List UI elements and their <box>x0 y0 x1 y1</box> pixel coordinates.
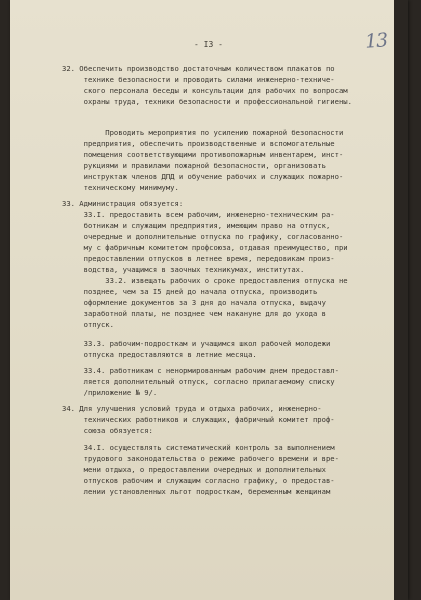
text-line: му с фабричным комитетом профсоюза, отдавая преимущество, при <box>62 243 348 252</box>
text-line: помещения соответствующими противопожарным инвентарем, инст- <box>62 150 344 159</box>
text-line: предоставлении отпусков в летнее время, передовикам произ- <box>62 254 335 263</box>
document-page <box>10 0 408 600</box>
text-line: оформление документов за 3 дня до начала отпуска, выдачу <box>62 298 326 307</box>
text-line: предприятия, обеспечить производственные и вспомогательные <box>62 139 335 148</box>
text-line: 33.I. предоставить всем рабочим, инженерно-техническим ра- <box>62 210 335 219</box>
text-line: лении установленных льгот подросткам, беременным женщинам <box>62 487 331 496</box>
text-line: заработной платы, не позднее чем накануне для до ухода в <box>62 309 326 318</box>
text-line: охраны труда, техники безопасности и профессиональной гигиены. <box>62 97 352 106</box>
text-line: мени отдыха, о предоставлении очередных и дополнительных <box>62 465 326 474</box>
text-line: ского персонала беседы и консультации для рабочих по вопросам <box>62 86 348 95</box>
page-edge <box>394 0 408 600</box>
text-line: технических работников и служащих, фабричный комитет проф- <box>62 415 335 424</box>
text-line: 33.3. рабочим-подросткам и учащимся школ рабочей молодежи <box>62 339 331 348</box>
text-line: 32. Обеспечить производство достаточным количеством плакатов по <box>62 64 335 73</box>
text-line: ботникам и служащим предприятия, имеющим право на отпуск, <box>62 221 331 230</box>
text-line: 33. Администрация обязуется: <box>62 199 184 208</box>
text-line: технике безопасности и проводить силами инженерно-техниче- <box>62 75 335 84</box>
text-line: отпусков рабочим и служащим согласно графику, о предостав- <box>62 476 335 485</box>
text-line: водства, учащимся в заочных техникумах, институтах. <box>62 265 305 274</box>
text-line: рукциями и правилами пожарной безопасности, организовать <box>62 161 326 170</box>
text-line: очередные и дополнительные отпуска по графику, согласованно- <box>62 232 344 241</box>
text-line: 34.I. осуществлять систематический контроль за выполнением <box>62 443 335 452</box>
text-line: трудового законодательства о режиме рабочего времени и вре- <box>62 454 339 463</box>
text-line: 33.4. работникам с ненормированным рабочим днем предоставл- <box>62 366 339 375</box>
text-line: союза обязуется: <box>62 426 153 435</box>
handwritten-page-number: 13 <box>364 29 388 53</box>
text-line: 33.2. извещать рабочих о сроке предоставления отпуска не <box>62 276 348 285</box>
text-line: /приложение № 9/. <box>62 388 158 397</box>
text-line: инструктаж членов ДПД и обучение рабочих и служащих пожарно- <box>62 172 344 181</box>
text-line: ляется дополнительный отпуск, согласно прилагаемому списку <box>62 377 335 386</box>
text-line: 34. Для улучшения условий труда и отдыха рабочих, инженерно- <box>62 404 322 413</box>
text-line: отпуск. <box>62 320 114 329</box>
text-line: позднее, чем за I5 дней до начала отпуска, производить <box>62 287 318 296</box>
page-number: - I3 - <box>194 40 223 49</box>
text-line: Проводить мероприятия по усилению пожарной безопасности <box>62 128 344 137</box>
text-line: отпуска предоставляются в летние месяца. <box>62 350 257 359</box>
text-line: техническому минимуму. <box>62 183 179 192</box>
